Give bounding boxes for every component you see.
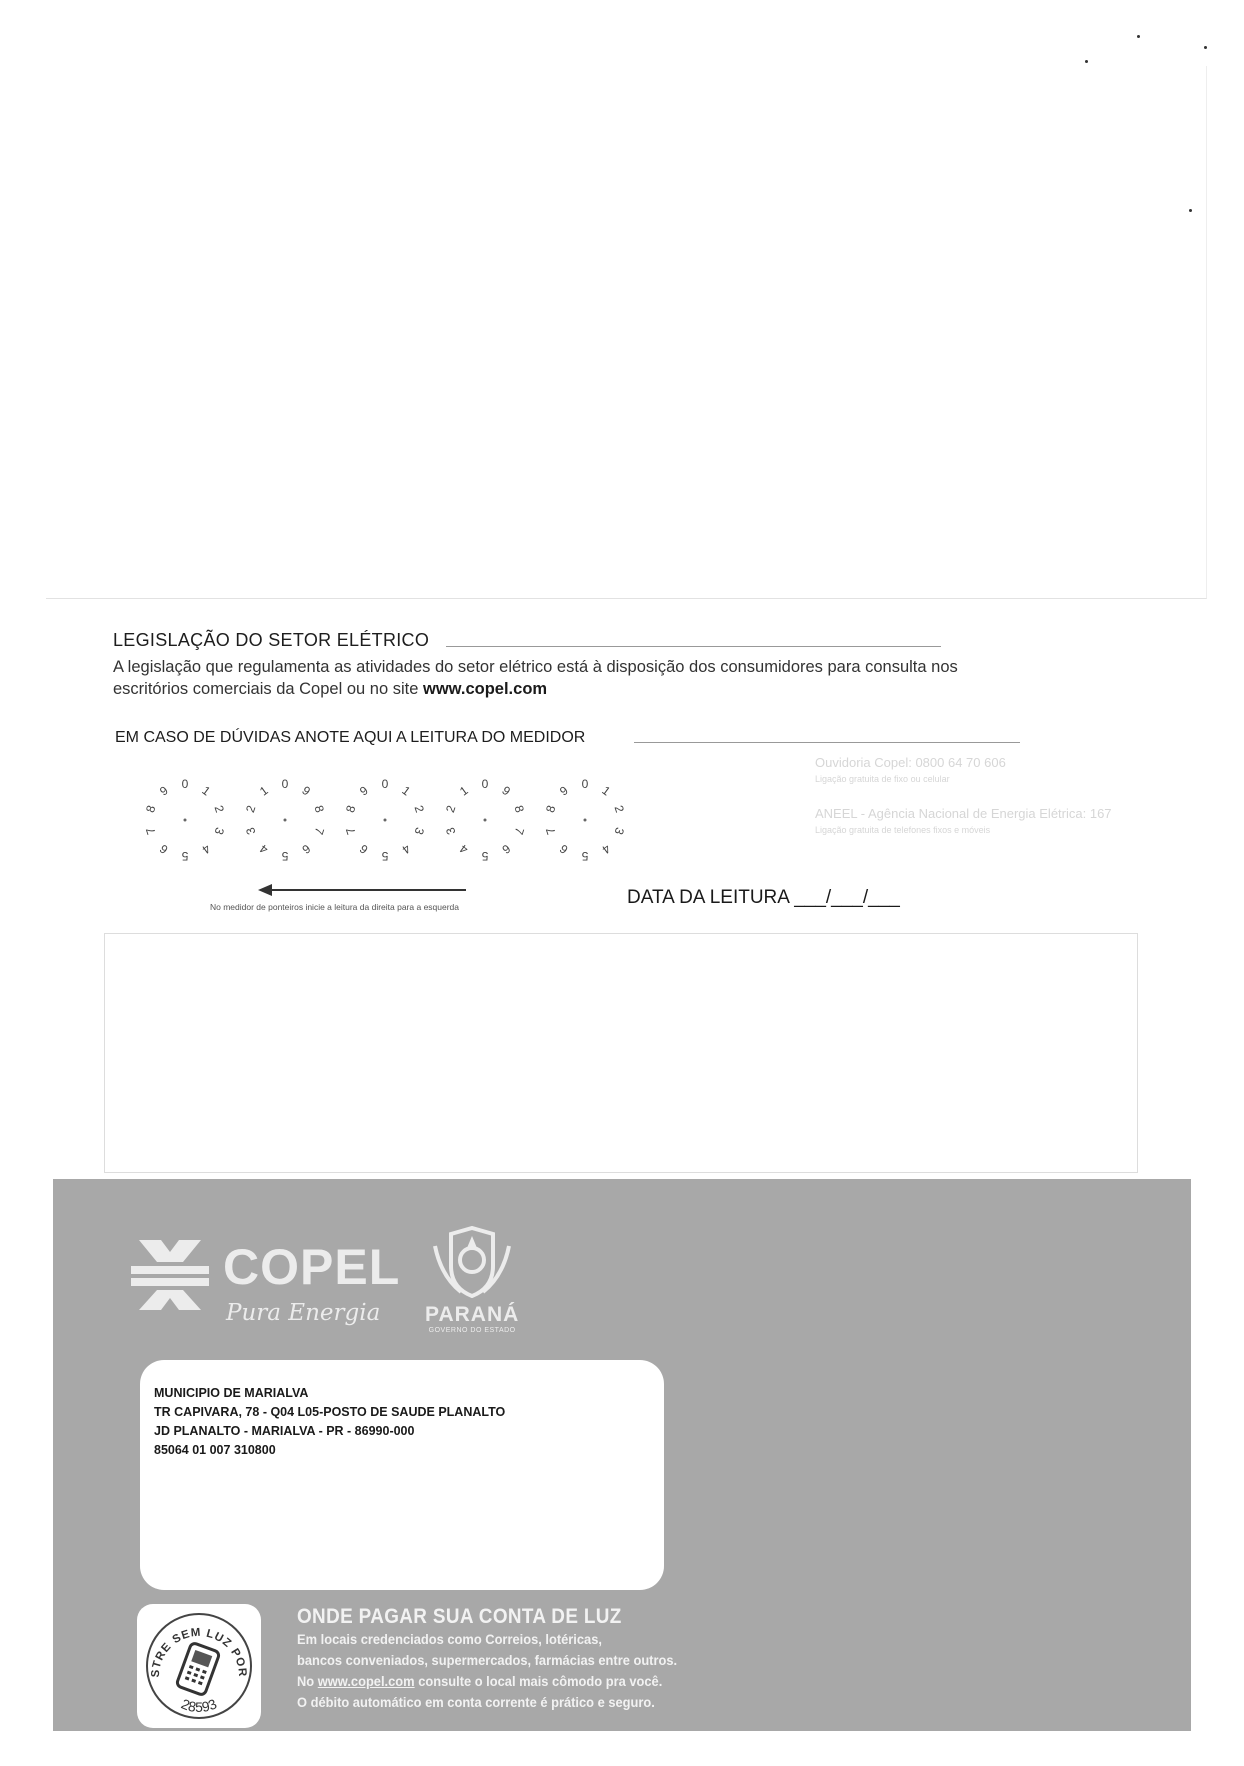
dial-digit: 9 [556,783,571,799]
address-line: TR CAPIVARA, 78 - Q04 L05-POSTO DE SAUDE PLANALTO [154,1405,506,1419]
meter-dial [343,777,427,863]
aneel-sub: Ligação gratuita de telefones fixos e móveis [815,825,991,835]
sms-arc-text: STRE SEM LUZ POR [149,1626,249,1678]
dial-digit: 3 [411,825,427,837]
ouvidoria-sub: Ligação gratuita de fixo ou celular [815,774,950,784]
legislation-text-line1: A legislação que regulamenta as atividades do setor elétrico está à disposição dos consumidores para consulta nos [113,658,958,676]
dial-digit: 9 [356,783,371,799]
dial-digit: 2 [611,803,627,815]
meter-title: EM CASO DE DÚVIDAS ANOTE AQUI A LEITURA DO MEDIDOR [115,729,586,746]
dial-digit: 8 [343,803,359,815]
dial-digit: 2 [411,803,427,815]
address-line: MUNICIPIO DE MARIALVA [154,1386,309,1400]
dial-digit: 4 [456,841,471,857]
dial-digit: 4 [199,841,214,857]
address-line: 85064 01 007 310800 [154,1443,276,1457]
speck [1137,35,1140,38]
copel-symbol-icon [131,1240,209,1310]
reading-date [627,887,900,909]
dial-digit: 1 [456,783,471,799]
dial-center [284,819,287,822]
dial-digit: 3 [443,825,459,837]
meter-dials [140,772,640,872]
dial-digit: 3 [243,825,259,837]
dial-digit: 9 [499,783,514,799]
dial-digit: 8 [543,803,559,815]
parana-logo [425,1226,519,1334]
dial-digit: 6 [156,841,171,857]
payment-line3-pre: No [297,1673,318,1689]
sms-seal [137,1604,261,1728]
dial-digit: 4 [256,841,271,857]
left-arrow-icon [258,883,468,897]
dial-digit: 2 [243,803,259,815]
legislation-site-link[interactable]: www.copel.com [422,680,548,698]
dial-digit: 5 [281,849,289,863]
address-line: JD PLANALTO - MARIALVA - PR - 86990-000 [154,1424,415,1438]
ouvidoria-text: Ouvidoria Copel: 0800 64 70 606 [815,755,1006,770]
dial-digit: 2 [211,803,227,815]
copel-tagline: Pura Energia [226,1300,381,1326]
payment-title: ONDE PAGAR SUA CONTA DE LUZ [297,1605,622,1628]
speck [1085,60,1088,63]
parana-subtitle: GOVERNO DO ESTADO [428,1327,516,1334]
parana-wordmark: PARANÁ [425,1303,520,1326]
payment-line1: Em locais credenciados como Correios, lotéricas, [297,1631,602,1647]
aneel-text: ANEEL - Agência Nacional de Energia Elétrica: 167 [815,806,1112,821]
dial-digit: 1 [256,783,271,799]
payment-line2: bancos conveniados, supermercados, farmácias entre outros. [297,1652,678,1668]
ouvidoria-contact [815,754,1006,788]
reading-date-field[interactable]: ___/___/___ [794,887,900,908]
payment-line3-post: consulte o local mais cômodo pra você. [414,1673,663,1689]
dial-digit: 1 [599,783,614,799]
dial-digit: 1 [399,783,414,799]
dial-digit: 6 [556,841,571,857]
copel-wordmark: COPEL [223,1239,401,1295]
dial-digit: 0 [281,777,289,791]
dial-digit: 0 [481,777,489,791]
meter-dial [543,777,627,863]
dial-digit: 7 [543,825,559,837]
payment-info [297,1605,710,1713]
dial-digit: 6 [356,841,371,857]
dial-digit: 0 [181,777,189,791]
dial-digit: 7 [511,825,527,837]
top-blank-area [46,66,1207,599]
dial-digit: 9 [299,783,314,799]
payment-site-link[interactable]: www.copel.com [317,1673,415,1689]
legislation-title: LEGISLAÇÃO DO SETOR ELÉTRICO [113,630,430,650]
meter-rule [634,742,1020,743]
aneel-contact [815,805,1112,839]
dial-digit: 5 [581,849,589,863]
dial-digit: 4 [399,841,414,857]
dial-digit: 3 [211,825,227,837]
dial-digit: 5 [181,849,189,863]
dial-center [384,819,387,822]
dial-digit: 7 [311,825,327,837]
dial-digit: 6 [299,841,314,857]
dial-digit: 4 [599,841,614,857]
dial-digit: 8 [311,803,327,815]
dial-digit: 0 [381,777,389,791]
dial-digit: 8 [143,803,159,815]
dial-digit: 6 [499,841,514,857]
dial-digit: 2 [443,803,459,815]
phone-icon [176,1642,220,1695]
legislation-rule [446,646,941,647]
payment-line3 [297,1671,677,1692]
dial-digit: 5 [381,849,389,863]
dial-center [584,819,587,822]
meter-dial [143,777,227,863]
dial-digit: 3 [611,825,627,837]
reading-date-label: DATA DA LEITURA [627,887,789,908]
parana-coat-of-arms-icon [431,1226,513,1298]
dial-digit: 7 [343,825,359,837]
dial-digit: 1 [199,783,214,799]
sms-badge [137,1604,261,1728]
dial-digit: 8 [511,803,527,815]
notes-box [104,933,1138,1173]
speck [1189,209,1192,212]
speck [1204,46,1207,49]
legislation-text [113,656,1113,700]
dial-center [184,819,187,822]
meter-dial [443,777,527,863]
meter-dial [243,777,327,863]
dial-center [484,819,487,822]
payment-line4: O débito automático em conta corrente é prático e seguro. [297,1694,655,1710]
dial-digit: 5 [481,849,489,863]
address-window [140,1360,664,1590]
dial-digit: 9 [156,783,171,799]
legislation-text-line2: escritórios comerciais da Copel ou no site [113,680,423,698]
dial-digit: 7 [143,825,159,837]
address-block [154,1384,505,1460]
meter-instruction: No medidor de ponteiros inicie a leitura da direita para a esquerda [210,902,460,912]
sms-number: 28593 [178,1695,220,1715]
dial-digit: 0 [581,777,589,791]
